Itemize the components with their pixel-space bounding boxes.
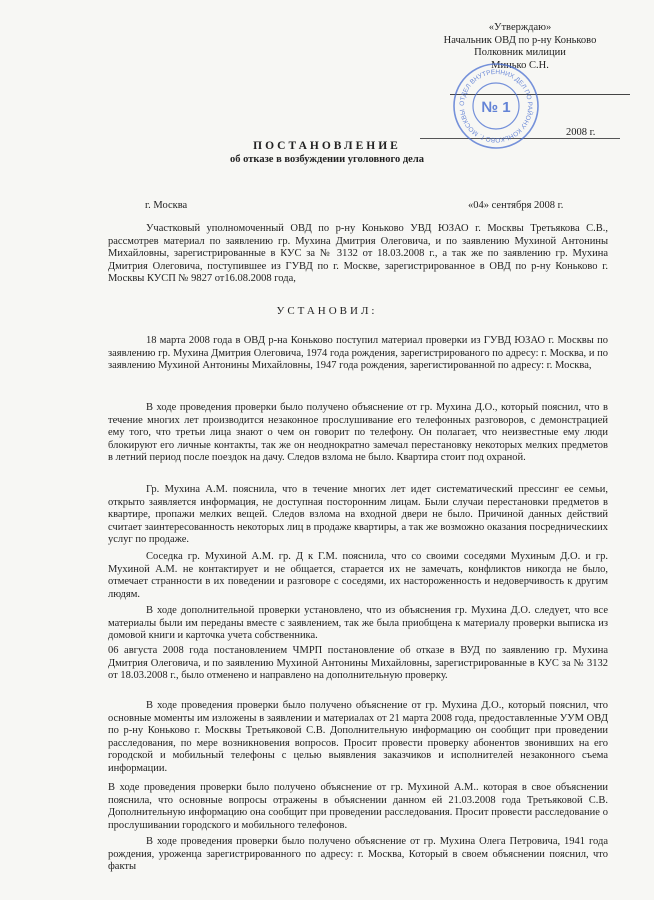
approval-position: Начальник ОВД по р-ну Коньково xyxy=(443,34,597,46)
document-subtitle: об отказе в возбуждении уголовного дела xyxy=(230,154,424,165)
paragraph-4: Соседка гр. Мухиной А.М. гр. Д к Г.М. пояснила, что со своими соседями Мухиным Д.О. и гр. Мухиной А.М. не контактирует и не общается, старается их не замечать, конфликтов никогда не было, отмечает странности в их поведении и разговоре с соседями, их настороженность и недоверчивость к другим людям. xyxy=(108,551,608,600)
approval-rank: Полковник милиции xyxy=(474,47,566,58)
approval-date: 2008 г. xyxy=(566,127,596,138)
paragraph-3: Гр. Мухина А.М. пояснила, что в течение многих лет идет систематический прессинг ее семьи, открыто заявляется информация, не доступная посторонним лицам. Были случаи перестановки предметов в квартире, пропажи мелких вещей. Следов взлома на входной двери не было. Причиной данных действий считает заинтересованность некоторых лиц в продаже квартиры, а так же возможно оказания посредническиих услуг по продаже. xyxy=(108,484,608,546)
paragraph-8: В ходе проведения проверки было получено объяснение от гр. Мухиной А.М.. которая в свое объяснении пояснила, что основные вопросы отражены в объяснении данном ей 21.03.2008 года Третьяковой С.В. Дополнительную информацию она сообщит при проведении расследования. Просит провести расследование о прослушивании городского и мобильного телефонов. xyxy=(108,782,608,831)
stamp-number: № 1 xyxy=(481,99,511,116)
paragraph-7: В ходе проведения проверки было получено объяснение от гр. Мухина Д.О., который пояснил, что основные моменты им изложены в заявлении и материалах от 21 марта 2008 года, предоставленные УУМ ОВД по р-ну Коньково г. Москвы Третьяковой С.В. Дополнительную информацию он сообщит при проведении расследования, по мере возникновения вопросов. Просит провести проверку абонентов звонивших на его городской и мобильный телефоны с целью выявления заказчиков и исполнителей незаконного съема информации. xyxy=(108,700,608,774)
approval-heading: «Утверждаю» xyxy=(488,22,552,33)
paragraph-1: 18 марта 2008 года в ОВД р-на Коньково поступил материал проверки из ГУВД ЮЗАО г. Москвы по заявлению гр. Мухина Дмитрия Олеговича, 1974 года рождения, зарегистрированого по адресу: г. Москва, и по заявлению Мухиной Антонины Михайловны, 1947 года рождения, зарегистированной по адресу: г. Москва, xyxy=(108,335,608,372)
paragraph-5: В ходе дополнительной проверки установлено, что из объяснения гр. Мухина Д.О. следует, что все материалы были им переданы вместе с заявлением, так же была приобщена к материалу проверки выписка из домовой книги и карточка учета собственника. xyxy=(108,605,608,642)
document-title: ПОСТАНОВЛЕНИЕ xyxy=(253,140,401,152)
section-heading: УСТАНОВИЛ: xyxy=(276,305,378,317)
document-place: г. Москва xyxy=(145,200,188,211)
paragraph-6: 06 августа 2008 года постановлением ЧМРП постановление об отказе в ВУД по заявлению гр. Мухина Дмитрия Олеговича, и по заявлению Мухиной Антонины Михайловны, зарегистрированные в КУС за № 3132 от 18.03.2008 г., было отменено и направлено на дополнительную проверку. xyxy=(108,645,608,682)
intro-paragraph: Участковый уполномоченный ОВД по р-ну Коньково УВД ЮЗАО г. Москвы Третьякова С.В., рассмотрев материал по заявлению гр. Мухина Дмитрия Олеговича, и по заявлению Мухиной Антонины Михайловны, зарегистрированные в КУС за № 3132 от 18.03.2008 г., а так же по заявлению гр. Мухина Дмитрия Олеговича, поступившее из ГУВД по г. Москве, зарегистрированное в ОВД по р-ну Коньково г. Москвы КУСП № 9827 от16.08.2008 года, xyxy=(108,223,608,285)
document-date: «04» сентября 2008 г. xyxy=(468,200,564,211)
stamp-ring-text: ОТДЕЛ ВНУТРЕННИХ ДЕЛ ПО РАЙОНУ КОНЬКОВО Г. МОСКВЫ xyxy=(458,68,534,144)
paragraph-9: В ходе проведения проверки было получено объяснение от гр. Мухина Олега Петровича, 1941 года рождения, уроженца зарегистрированного по адресу: г. Москва, Который в своем объяснении пояснил, что факты xyxy=(108,836,608,873)
approval-name: Минько С.Н. xyxy=(491,59,549,71)
official-stamp xyxy=(452,62,540,150)
paragraph-2: В ходе проведения проверки было получено объяснение от гр. Мухина Д.О., который пояснил, что в течение многих лет производится незаконное прослушивание его телефонных разговоров, с демонстрацией ему того, что третьи лица знают о чем он говорит по телефону. Он полагает, что неизвестные ему люди блокируют его личные контакты, так же он неоднократно замечал перестановку некоторых мелких предметов в летний период после поездок на дачу. Следов взлома не было. Квартира стоит под охраной. xyxy=(108,402,608,464)
